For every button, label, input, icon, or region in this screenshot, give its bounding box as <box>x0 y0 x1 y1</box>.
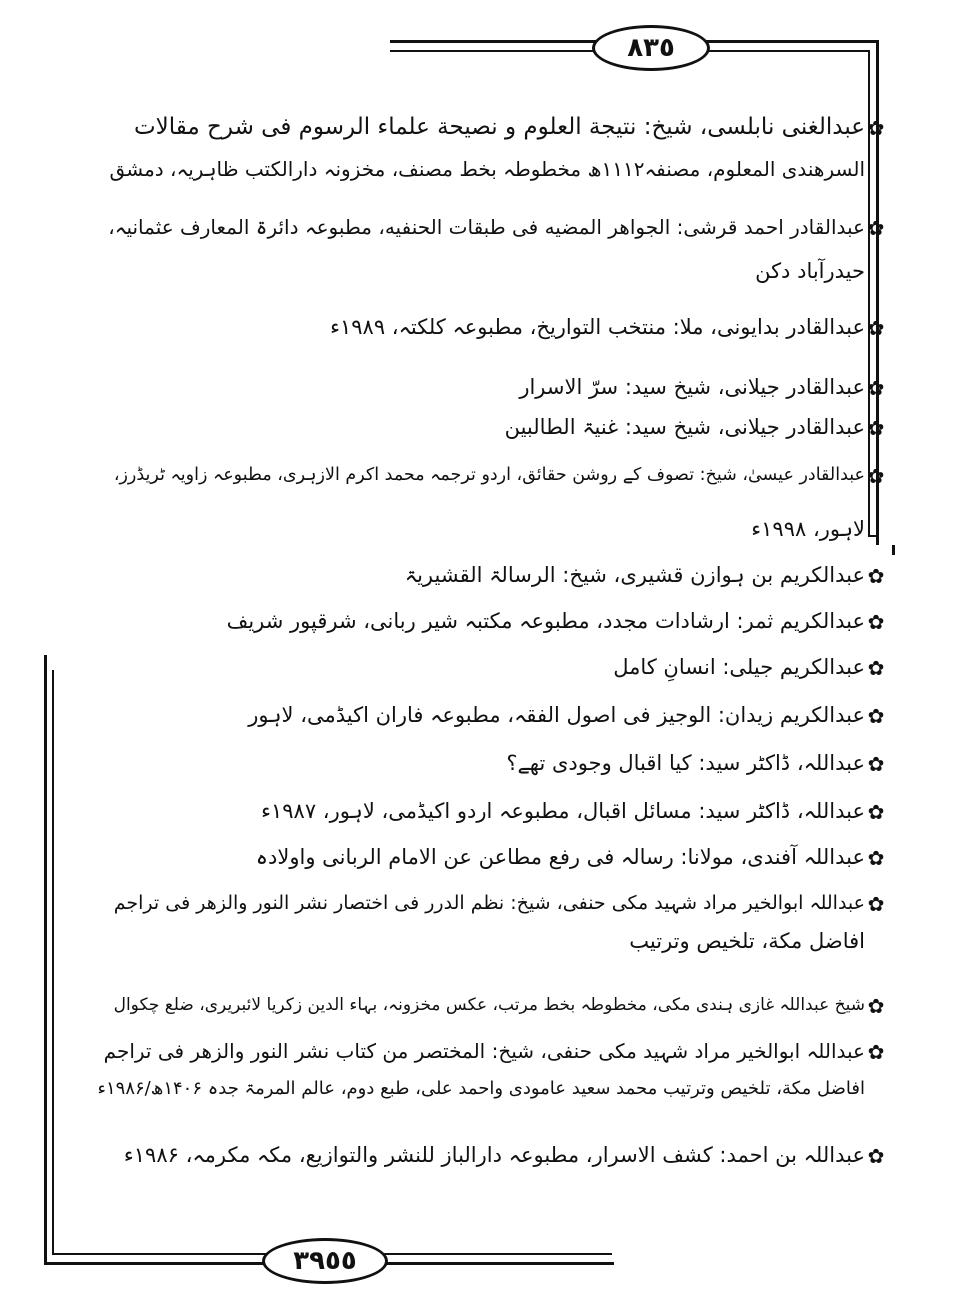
bibliography-entry <box>95 212 885 286</box>
bibliography-entry <box>95 990 885 1020</box>
entry-text-continued: لاہور، ۱۹۹۸ء <box>751 517 865 541</box>
bibliography-entry <box>95 842 885 872</box>
entry-text: عبدالکریم ثمر: ارشادات مجدد، مطبوعہ مکتبہ شیر ربانی، شرقپور شریف <box>226 609 865 633</box>
flower-bullet-icon: ✿ <box>867 316 885 340</box>
flower-bullet-icon: ✿ <box>867 216 885 240</box>
bibliography-entry <box>95 796 885 826</box>
entry-text: عبدالقادر جیلانی، شیخ سید: سرّ الاسرار <box>519 375 865 399</box>
bibliography-entry <box>95 112 885 184</box>
flower-bullet-icon: ✿ <box>867 752 885 776</box>
flower-bullet-icon: ✿ <box>867 610 885 634</box>
entry-text: عبداللہ بن احمد: کشف الاسرار، مطبوعہ دارالباز للنشر والتوازیع، مکہ مکرمہ، ۱۹۸۶ء <box>123 1143 865 1167</box>
entry-text-continued: افاضل مکة، تلخیص وترتیب محمد سعید عامودی واحمد علی، طبع دوم، عالم المرمۃ جدہ ۱۴۰۶ھ/۱۹۸۶ء <box>97 1078 865 1099</box>
page-number-bottom: ٣٩٥٥ <box>262 1238 388 1284</box>
bibliography-entry <box>95 372 885 402</box>
flower-bullet-icon: ✿ <box>867 704 885 728</box>
frame-left-rule-inner <box>52 670 54 1254</box>
bibliography-entry <box>95 460 885 544</box>
flower-bullet-icon: ✿ <box>867 116 885 140</box>
frame-corner-rule-b <box>892 545 895 555</box>
entry-text: عبداللہ، ڈاکٹر سید: مسائل اقبال، مطبوعہ اردو اکیڈمی، لاہور، ۱۹۸۷ء <box>261 799 865 823</box>
flower-bullet-icon: ✿ <box>867 800 885 824</box>
bibliography-entry <box>95 1140 885 1170</box>
flower-bullet-icon: ✿ <box>867 1144 885 1168</box>
entry-text: عبداللہ ابوالخیر مراد شہید مکی حنفی، شیخ: نظم الدرر فی اختصار نشر النور والزهر فی تراجم <box>113 892 865 914</box>
flower-bullet-icon: ✿ <box>867 564 885 588</box>
flower-bullet-icon: ✿ <box>867 1040 885 1064</box>
bibliography-entry <box>95 412 885 442</box>
entry-text: عبداللہ ابوالخیر مراد شہید مکی حنفی، شیخ: المختصر من کتاب نشر النور والزهر فی تراجم <box>103 1039 865 1063</box>
entry-text: عبدالقادر جیلانی، شیخ سید: غنیۃ الطالبین <box>504 415 865 439</box>
bibliography-entry <box>95 606 885 636</box>
bibliography-entry <box>95 1036 885 1104</box>
flower-bullet-icon: ✿ <box>867 846 885 870</box>
entry-text-continued: افاضل مکة، تلخیص وترتیب <box>629 929 865 953</box>
bibliography-entry <box>95 748 885 778</box>
bibliography-entry <box>95 652 885 682</box>
page-number-top: ٨٣٥ <box>592 25 710 71</box>
entry-text: عبداللہ آفندی، مولانا: رسالہ فی رفع مطاعن عن الامام الربانی واولادہ <box>255 845 865 869</box>
bibliography-entry <box>95 312 885 342</box>
entry-text: عبدالکریم زیدان: الوجیز فی اصول الفقہ، مطبوعہ فاران اکیڈمی، لاہور <box>248 703 865 727</box>
flower-bullet-icon: ✿ <box>867 994 885 1018</box>
entry-text: عبدالکریم جیلی: انسانِ کامل <box>613 655 865 679</box>
entry-text-continued: السرهندی المعلوم، مصنفہ۱۱۱۲ھ مخطوطہ بخط مصنف، مخزونہ دارالکتب ظاہریہ، دمشق <box>109 157 865 181</box>
flower-bullet-icon: ✿ <box>867 464 885 488</box>
entry-text-continued: حیدرآباد دکن <box>755 259 865 283</box>
flower-bullet-icon: ✿ <box>867 376 885 400</box>
bibliography-entry <box>95 888 885 956</box>
bibliography-entry <box>95 700 885 730</box>
entry-text: عبدالغنی نابلسی، شیخ: نتیجة العلوم و نصیحة علماء الرسوم فی شرح مقالات <box>133 114 865 140</box>
flower-bullet-icon: ✿ <box>867 416 885 440</box>
entry-text: عبدالقادر عیسیٰ، شیخ: تصوف کے روشن حقائق، اردو ترجمہ محمد اکرم الازہری، مطبوعہ زاویہ ٹریڈرز، <box>113 465 865 485</box>
frame-left-rule-outer <box>44 655 47 1263</box>
flower-bullet-icon: ✿ <box>867 656 885 680</box>
entry-text: عبداللہ، ڈاکٹر سید: کیا اقبال وجودی تھے؟ <box>506 751 865 775</box>
bibliography-entry <box>95 560 885 590</box>
flower-bullet-icon: ✿ <box>867 892 885 916</box>
entry-text: شیخ عبداللہ غازی ہندی مکی، مخطوطہ بخط مرتب، عکس مخزونہ، بہاء الدین زکریا لائبریری، ضلع چکوال <box>113 995 865 1015</box>
entry-text: عبدالقادر بدایونی، ملا: منتخب التواریخ، مطبوعہ کلکتہ، ۱۹۸۹ء <box>330 315 865 339</box>
entry-text: عبدالکریم بن ہوازن قشیری، شیخ: الرسالۃ القشیریۃ <box>404 563 865 587</box>
entry-text: عبدالقادر احمد قرشی: الجواهر المضیه فی طبقات الحنفیه، مطبوعہ دائرۃ المعارف عثمانیہ، <box>108 215 865 239</box>
frame-corner-rule-a <box>868 535 878 537</box>
